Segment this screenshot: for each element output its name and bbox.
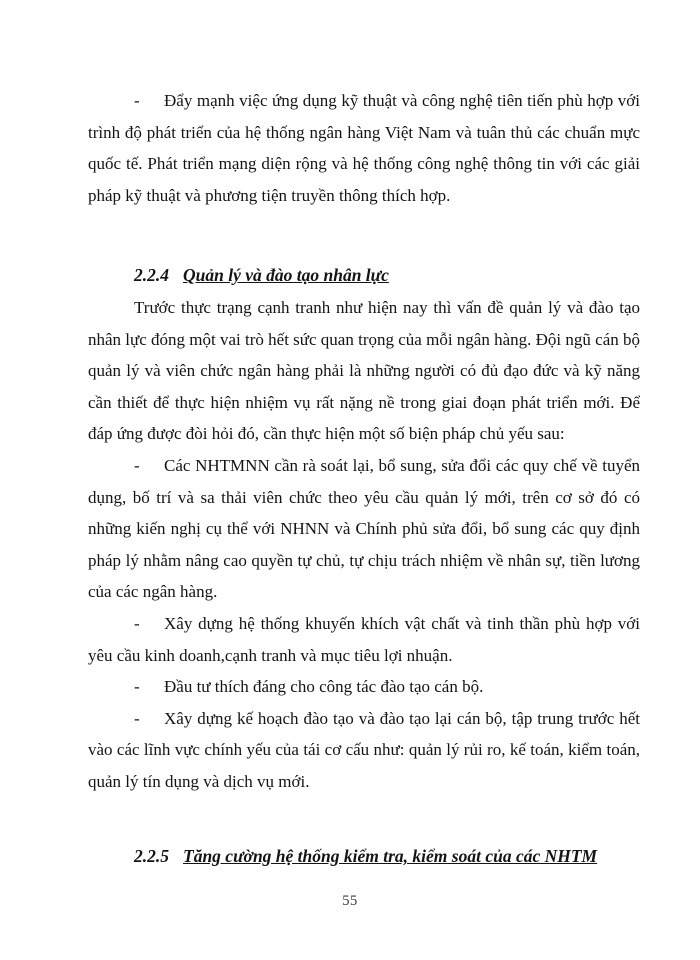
section-number: 2.2.5: [134, 846, 169, 867]
bullet-dash: -: [134, 455, 140, 475]
bullet-paragraph: [88, 703, 640, 798]
bullet-dash: -: [134, 91, 140, 110]
section-title: Quản lý và đào tạo nhân lực: [183, 265, 389, 286]
bullet-text: Đầu tư thích đáng cho công tác đào tạo cán bộ.: [164, 677, 484, 697]
bullet-text: Xây dựng kế hoạch đào tạo và đào tạo lại cán bộ, tập trung trước hết vào các lĩnh vực chính yếu của tái cơ cấu như: quản lý rủi ro, kế toán, kiểm toán, quản lý tín dụng và dịch vụ mới.: [88, 708, 640, 791]
bullet-text: Các NHTMNN cần rà soát lại, bổ sung, sửa đổi các quy chế về tuyển dụng, bố trí và sa thải viên chức theo yêu cầu quản lý mới, trên cơ sở đó có những kiến nghị cụ thể với NHNN và Chính phủ sửa đổi, bổ sung các quy định pháp lý nhằm nâng cao quyền tự chủ, tự chịu trách nhiệm về nhân sự, tiền lương của các ngân hàng.: [88, 455, 640, 602]
section-heading-2-2-4: [88, 260, 640, 292]
section-number: 2.2.4: [134, 265, 169, 286]
section-heading-2-2-5: [88, 841, 640, 873]
section-title: Tăng cường hệ thống kiểm tra, kiểm soát của các NHTM: [183, 846, 598, 867]
bullet-text: Đẩy mạnh việc ứng dụng kỹ thuật và công nghệ tiên tiến phù hợp với trình độ phát triển của hệ thống ngân hàng Việt Nam và tuân thủ các chuẩn mực quốc tế. Phát triển mạng diện rộng và hệ thống công nghệ thông tin với các giải pháp kỹ thuật và phương tiện truyền thông thích hợp.: [88, 91, 640, 205]
bullet-paragraph: [88, 608, 640, 671]
bullet-dash: -: [134, 708, 140, 728]
bullet-dash: -: [134, 677, 140, 697]
bullet-dash: -: [134, 613, 140, 633]
page-number: 55: [342, 893, 358, 909]
bullet-paragraph: [88, 85, 640, 211]
document-body: [88, 85, 640, 873]
body-paragraph: Trước thực trạng cạnh tranh như hiện nay thì vấn đề quản lý và đào tạo nhân lực đóng một vai trò hết sức quan trọng của mỗi ngân hàng. Đội ngũ cán bộ quản lý và viên chức ngân hàng phải là những người có đủ đạo đức và kỹ năng cần thiết để thực hiện nhiệm vụ rất nặng nề trong giai đoạn phát triển mới. Để đáp ứng được đòi hỏi đó, cần thực hiện một số biện pháp chủ yếu sau:: [88, 297, 640, 444]
bullet-text: Xây dựng hệ thống khuyến khích vật chất và tinh thần phù hợp với yêu cầu kinh doanh,cạnh tranh và mục tiêu lợi nhuận.: [88, 613, 640, 665]
bullet-paragraph: [88, 671, 640, 703]
bullet-paragraph: [88, 450, 640, 608]
